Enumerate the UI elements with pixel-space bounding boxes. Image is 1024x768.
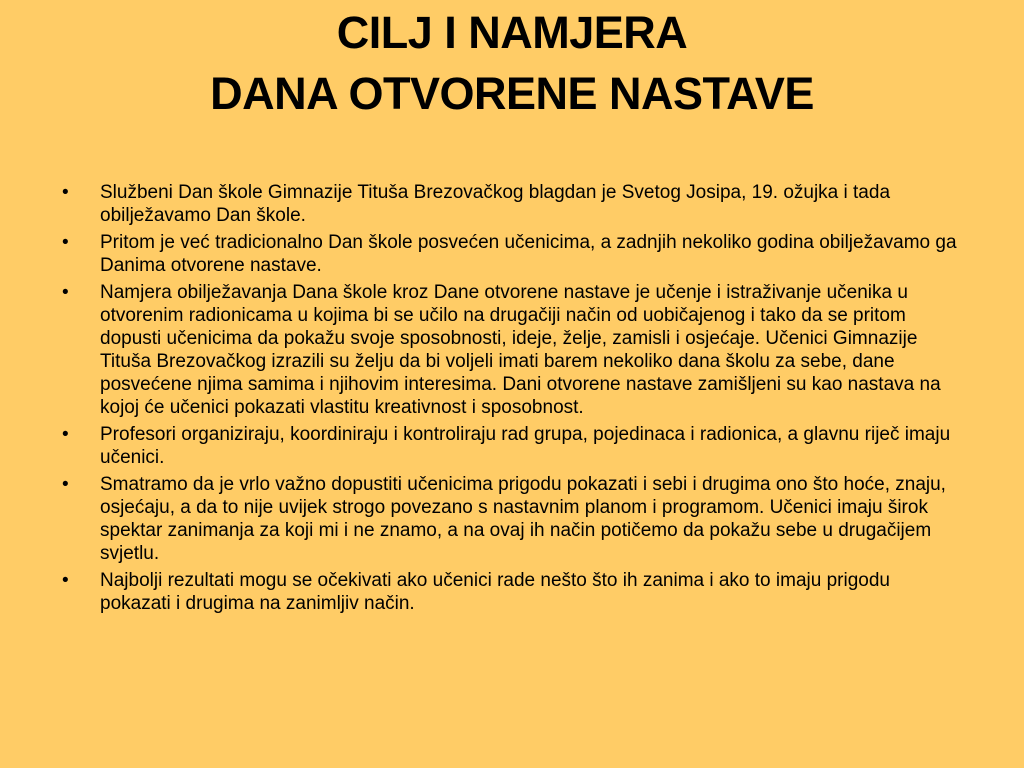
bullet-icon: • xyxy=(62,474,69,495)
bullet-icon: • xyxy=(62,424,69,445)
bullet-item xyxy=(62,181,962,227)
bullet-icon: • xyxy=(62,570,69,591)
title-line-2: DANA OTVORENE NASTAVE xyxy=(210,68,814,119)
bullet-item xyxy=(62,423,962,469)
bullet-icon: • xyxy=(62,232,69,253)
bullet-item xyxy=(62,569,962,615)
title-line-1: CILJ I NAMJERA xyxy=(336,7,688,58)
bullet-text: Namjera obilježavanja Dana škole kroz Dane otvorene nastave je učenje i istraživanje učenika u otvorenim radionicama u kojima bi se učilo na drugačiji način od uobičajenog i tako da se pritom dopusti učenicima da pokažu svoje sposobnosti, ideje, želje, zamisli i osjećaje. Učenici Gimnazije Tituša Brezovačkog izrazili su želju da bi voljeli imati barem nekoliko dana školu za sebe, dane posvećene njima samima i njihovim interesima. Dani otvorene nastave zamišljeni su kao nastava na kojoj će učenici pokazati vlastitu kreativnost i sposobnost. xyxy=(100,282,941,418)
bullet-text: Profesori organiziraju, koordiniraju i kontroliraju rad grupa, pojedinaca i radionica, a glavnu riječ imaju učenici. xyxy=(100,424,951,468)
bullet-item xyxy=(62,281,962,419)
bullet-icon: • xyxy=(62,282,69,303)
bullet-item xyxy=(62,231,962,277)
bullet-item xyxy=(62,473,962,565)
bullet-icon: • xyxy=(62,182,69,203)
bullet-text: Smatramo da je vrlo važno dopustiti učenicima prigodu pokazati i sebi i drugima ono što hoće, znaju, osjećaju, a da to nije uvijek strogo povezano s nastavnim planom i programom. Učenici imaju širok spektar zanimanja za koji mi i ne znamo, a na ovaj ih način potičemo da pokažu sebe u drugačijem svjetlu. xyxy=(100,474,946,564)
bullet-text: Službeni Dan škole Gimnazije Tituša Brezovačkog blagdan je Svetog Josipa, 19. ožujka i tada obilježavamo Dan škole. xyxy=(100,182,891,226)
bullet-list xyxy=(62,181,962,619)
slide-title xyxy=(0,2,1024,124)
bullet-text: Pritom je već tradicionalno Dan škole posvećen učenicima, a zadnjih nekoliko godina obilježavamo ga Danima otvorene nastave. xyxy=(100,232,957,276)
bullet-text: Najbolji rezultati mogu se očekivati ako učenici rade nešto što ih zanima i ako to imaju prigodu pokazati i drugima na zanimljiv način. xyxy=(100,570,890,614)
